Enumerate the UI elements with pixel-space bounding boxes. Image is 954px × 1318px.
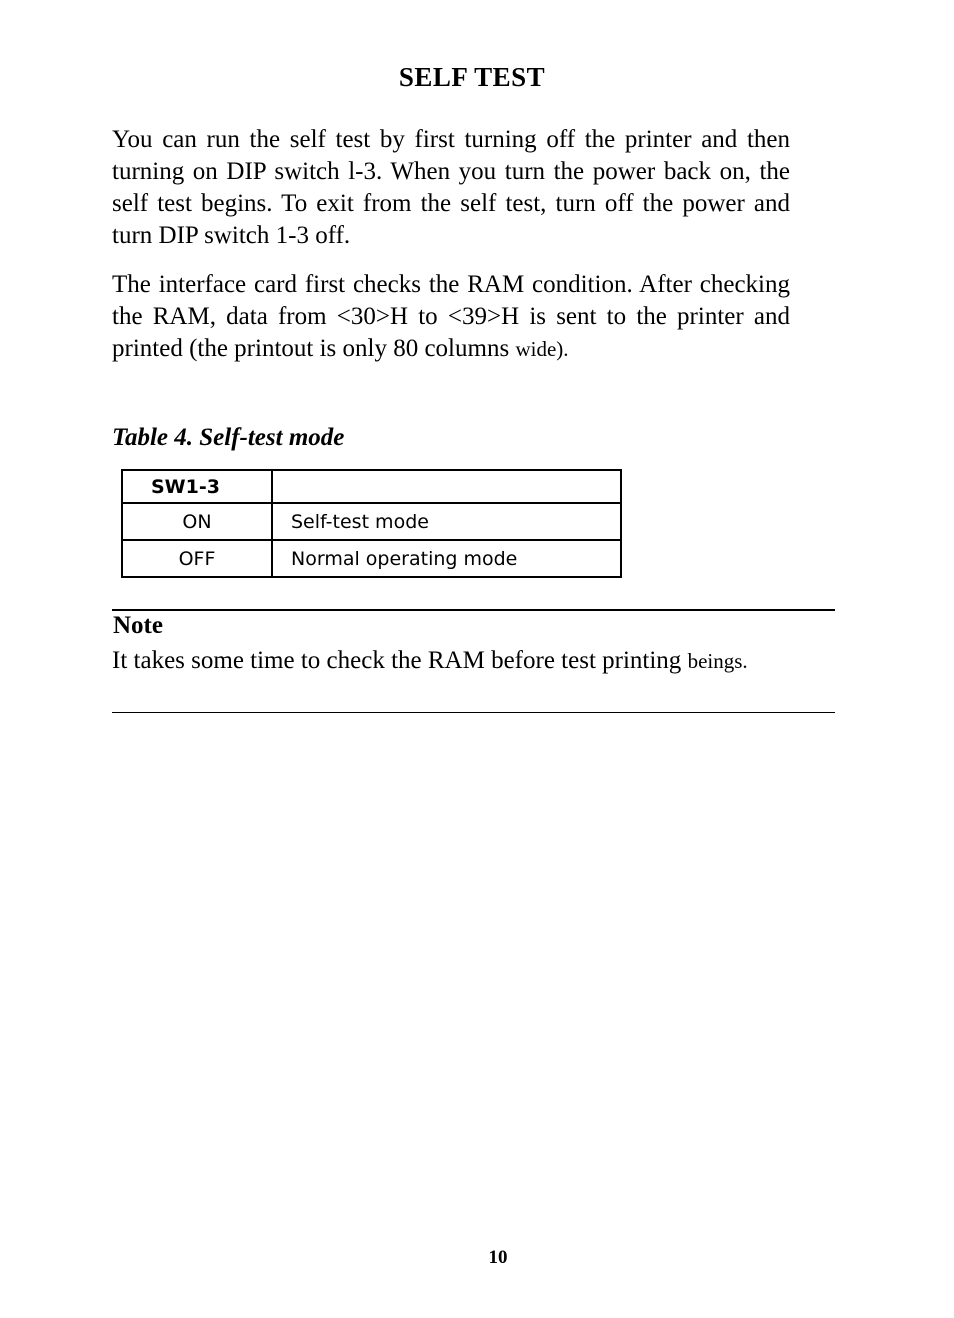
table-cell-mode: Normal operating mode bbox=[272, 540, 621, 577]
table-header-row bbox=[122, 470, 621, 503]
paragraph-text: The interface card first checks the RAM condition. After checking the RAM, data from <30>H to <39>H is sent to the printer and printed (the printout is only 80 columns bbox=[112, 271, 790, 362]
paragraph-ram-check bbox=[112, 269, 790, 365]
note-heading: Note bbox=[113, 612, 163, 639]
table-row bbox=[122, 503, 621, 540]
paragraph-tail: wide). bbox=[515, 337, 569, 361]
note-body: It takes some time to check the RAM before test printing bbox=[112, 647, 688, 674]
paragraph-self-test-instructions bbox=[112, 124, 790, 252]
self-test-mode-table bbox=[121, 469, 622, 578]
page-number: 10 bbox=[488, 1247, 508, 1268]
table-header-cell-mode bbox=[272, 470, 621, 503]
note-bottom-rule bbox=[112, 712, 835, 713]
page-title: SELF TEST bbox=[398, 62, 546, 92]
table-cell-switch: OFF bbox=[122, 540, 272, 577]
table-row bbox=[122, 540, 621, 577]
table-cell-mode: Self-test mode bbox=[272, 503, 621, 540]
note-text bbox=[112, 645, 788, 677]
paragraph-text: You can run the self test by first turning off the printer and then turning on DIP switch l-3. When you turn the power back on, the self test begins. To exit from the self test, turn off the power and turn DIP switch 1-3 off. bbox=[112, 126, 790, 249]
note-top-rule bbox=[112, 609, 835, 611]
table-caption: Table 4. Self-test mode bbox=[112, 424, 345, 451]
table-cell-switch: ON bbox=[122, 503, 272, 540]
table-header-cell-switch: SW1-3 bbox=[122, 470, 272, 503]
note-tail: beings. bbox=[687, 649, 748, 673]
